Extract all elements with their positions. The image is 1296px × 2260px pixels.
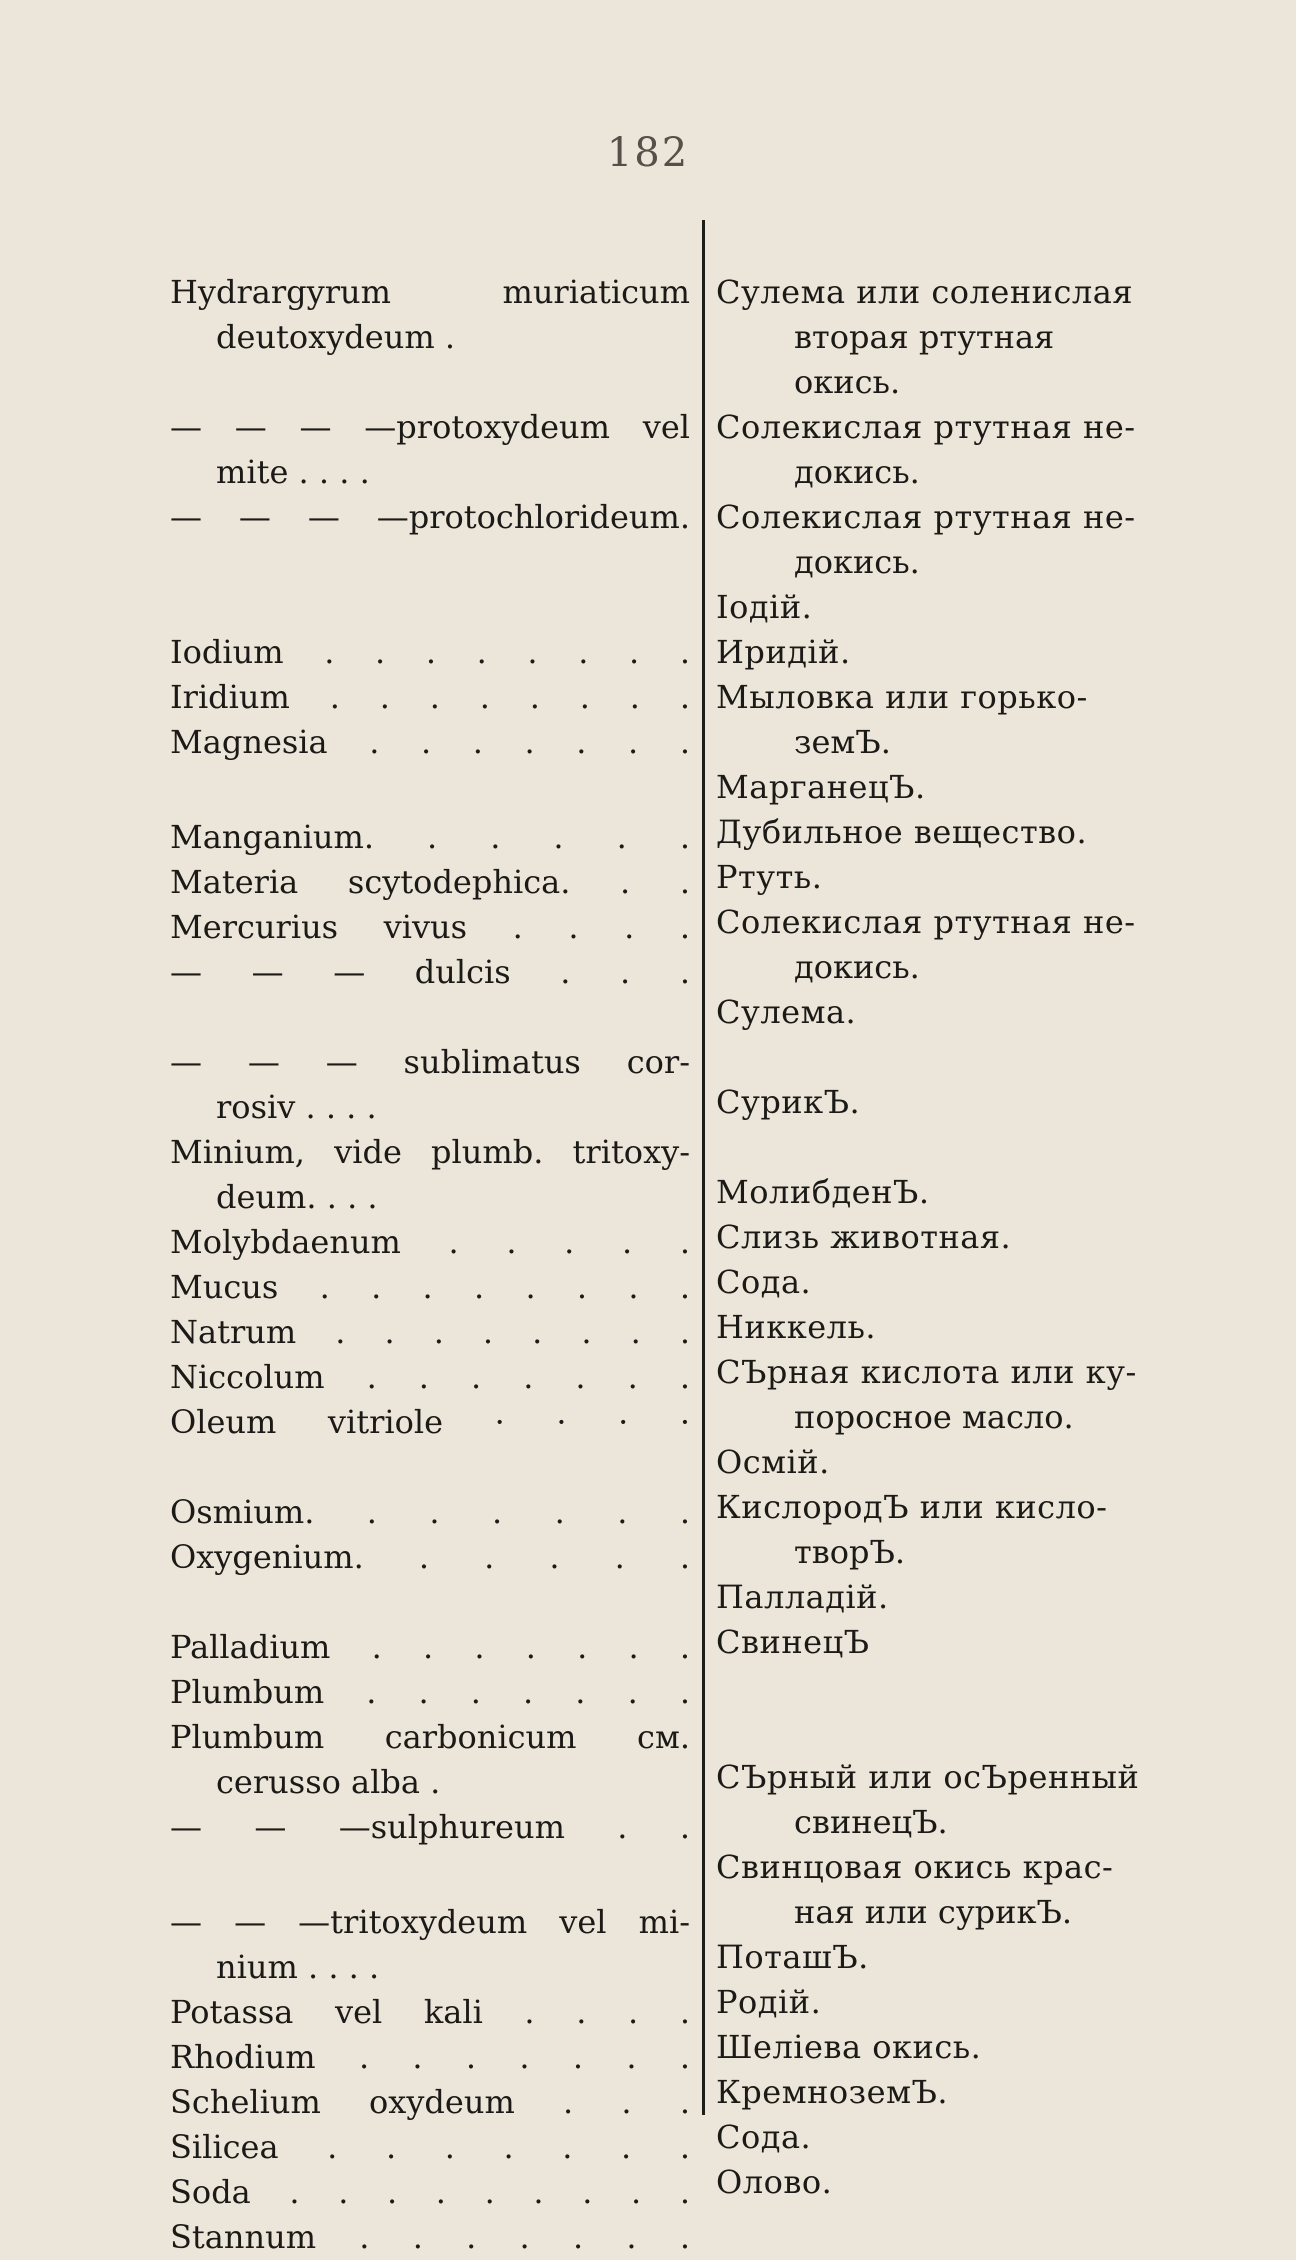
latin-entry xyxy=(170,2170,690,2215)
russian-entry xyxy=(716,990,1236,1080)
latin-entry xyxy=(170,815,690,860)
russian-term: Осмій. xyxy=(716,1443,830,1481)
latin-entry xyxy=(170,1535,690,1625)
latin-term: — — — dulcis . . . xyxy=(170,953,690,991)
russian-term-cont: окись. xyxy=(794,363,901,401)
latin-term: Plumbum . . . . . . . xyxy=(170,1673,690,1711)
latin-entry xyxy=(170,1265,690,1310)
russian-term-cont: поросное масло. xyxy=(794,1398,1074,1436)
russian-term: Палладій. xyxy=(716,1578,889,1616)
latin-entry xyxy=(170,905,690,950)
latin-term: Soda . . . . . . . . . xyxy=(170,2173,690,2211)
russian-entry xyxy=(716,1215,1236,1260)
latin-term: Potassa vel kali . . . . xyxy=(170,1993,690,2031)
latin-term: Stannum . . . . . . . xyxy=(170,2218,690,2256)
latin-term: — — — sublimatus cor- xyxy=(170,1043,690,1081)
latin-term: Molybdaenum . . . . . xyxy=(170,1223,690,1261)
russian-entry xyxy=(716,630,1236,675)
russian-term: Олово. xyxy=(716,2163,833,2201)
latin-entry xyxy=(170,1220,690,1265)
latin-term: Iodium . . . . . . . . xyxy=(170,633,690,671)
page-number: 182 xyxy=(606,130,690,176)
latin-term: Oxygenium. . . . . . xyxy=(170,1538,690,1576)
russian-term-cont: докись. xyxy=(794,453,920,491)
latin-entry xyxy=(170,1900,690,1990)
russian-term: Іодій. xyxy=(716,588,813,626)
russian-entry xyxy=(716,1485,1236,1575)
russian-entry xyxy=(716,1575,1236,1620)
russian-entry xyxy=(716,1350,1236,1440)
russian-column xyxy=(716,270,1236,2205)
russian-term: КислородЪ или кисло- xyxy=(716,1488,1108,1526)
latin-entry xyxy=(170,1715,690,1805)
russian-entry xyxy=(716,1980,1236,2025)
latin-entry xyxy=(170,1310,690,1355)
russian-term: КремноземЪ. xyxy=(716,2073,949,2111)
russian-entry xyxy=(716,495,1236,585)
russian-term-cont: земЪ. xyxy=(794,723,891,761)
russian-term: СвинецЪ xyxy=(716,1623,870,1661)
latin-entry xyxy=(170,950,690,1040)
russian-entry xyxy=(716,900,1236,990)
latin-entry xyxy=(170,405,690,495)
latin-term: — — — —protochlorideum. xyxy=(170,498,690,536)
russian-term-cont: ная или сурикЪ. xyxy=(794,1893,1073,1931)
latin-term: Silicea . . . . . . . xyxy=(170,2128,690,2166)
russian-entry xyxy=(716,585,1236,630)
latin-entry xyxy=(170,1805,690,1900)
latin-entry xyxy=(170,675,690,720)
latin-term-cont: cerusso alba . xyxy=(216,1763,441,1801)
russian-entry xyxy=(716,1080,1236,1170)
latin-entry xyxy=(170,630,690,675)
latin-term: Manganium. . . . . . xyxy=(170,818,690,856)
russian-term: Дубильное вещество. xyxy=(716,813,1088,851)
latin-entry xyxy=(170,1625,690,1670)
russian-entry xyxy=(716,2160,1236,2205)
latin-entry xyxy=(170,1490,690,1535)
russian-term: Сулема. xyxy=(716,993,857,1031)
russian-term: Солекислая ртутная не- xyxy=(716,408,1136,446)
latin-entry xyxy=(170,1355,690,1400)
russian-term-cont: творЪ. xyxy=(794,1533,906,1571)
russian-entry xyxy=(716,1620,1236,1755)
russian-entry xyxy=(716,1440,1236,1485)
latin-term-cont: deum. . . . xyxy=(216,1178,378,1216)
russian-term: Слизь животная. xyxy=(716,1218,1012,1256)
russian-term-cont: докись. xyxy=(794,948,920,986)
russian-term: Солекислая ртутная не- xyxy=(716,498,1136,536)
latin-entry xyxy=(170,2035,690,2080)
russian-entry xyxy=(716,1755,1236,1845)
latin-term: Osmium. . . . . . . xyxy=(170,1493,690,1531)
latin-entry xyxy=(170,270,690,405)
russian-entry xyxy=(716,2115,1236,2160)
russian-term: Сулема или соленислая xyxy=(716,273,1133,311)
russian-term: МарганецЪ. xyxy=(716,768,926,806)
russian-term-cont: вторая ртутная xyxy=(794,318,1055,356)
latin-entry xyxy=(170,720,690,815)
latin-term: Natrum . . . . . . . . xyxy=(170,1313,690,1351)
russian-entry xyxy=(716,855,1236,900)
russian-entry xyxy=(716,1305,1236,1350)
latin-entry xyxy=(170,2080,690,2125)
latin-term: — — —tritoxydeum vel mi- xyxy=(170,1903,690,1941)
russian-entry xyxy=(716,1170,1236,1215)
russian-term: Сода. xyxy=(716,1263,812,1301)
russian-entry xyxy=(716,675,1236,765)
latin-column xyxy=(170,270,690,2260)
russian-term: Родій. xyxy=(716,1983,822,2021)
russian-term: Сода. xyxy=(716,2118,812,2156)
latin-entry xyxy=(170,1040,690,1130)
latin-term: Plumbum carbonicum см. xyxy=(170,1718,690,1756)
russian-term: МолибденЪ. xyxy=(716,1173,930,1211)
latin-term: — — —sulphureum . . xyxy=(170,1808,690,1846)
russian-term: Солекислая ртутная не- xyxy=(716,903,1136,941)
russian-entry xyxy=(716,1260,1236,1305)
latin-entry xyxy=(170,1990,690,2035)
latin-term: Materia scytodephica. . . xyxy=(170,863,690,901)
column-divider xyxy=(702,220,705,2115)
latin-entry xyxy=(170,495,690,630)
russian-term-cont: докись. xyxy=(794,543,920,581)
russian-term: СЪрный или осЪренный xyxy=(716,1758,1140,1796)
russian-entry xyxy=(716,1845,1236,1935)
russian-entry xyxy=(716,765,1236,810)
latin-term: Mercurius vivus . . . . xyxy=(170,908,690,946)
latin-term: Niccolum . . . . . . . xyxy=(170,1358,690,1396)
russian-term: Иридій. xyxy=(716,633,851,671)
russian-term-cont: свинецЪ. xyxy=(794,1803,948,1841)
russian-entry xyxy=(716,1935,1236,1980)
russian-term: ПоташЪ. xyxy=(716,1938,869,1976)
latin-entry xyxy=(170,2125,690,2170)
latin-term-cont: nium . . . . xyxy=(216,1948,380,1986)
russian-entry xyxy=(716,810,1236,855)
latin-entry xyxy=(170,1400,690,1490)
russian-term: Мыловка или горько- xyxy=(716,678,1088,716)
latin-term: — — — —protoxydeum vel xyxy=(170,408,690,446)
latin-term: Rhodium . . . . . . . xyxy=(170,2038,690,2076)
russian-term: Ртуть. xyxy=(716,858,823,896)
latin-term: Palladium . . . . . . . xyxy=(170,1628,690,1666)
latin-entry xyxy=(170,1670,690,1715)
russian-term: Свинцовая окись крас- xyxy=(716,1848,1114,1886)
russian-term: Никкель. xyxy=(716,1308,877,1346)
russian-entry xyxy=(716,270,1236,405)
latin-term: Iridium . . . . . . . . xyxy=(170,678,690,716)
russian-term: СурикЪ. xyxy=(716,1083,861,1121)
latin-entry xyxy=(170,2215,690,2260)
latin-term: Hydrargyrum muriaticum xyxy=(170,273,690,311)
latin-term: Minium, vide plumb. tritoxy- xyxy=(170,1133,690,1171)
latin-term: Magnesia . . . . . . . xyxy=(170,723,690,761)
latin-term-cont: rosiv . . . . xyxy=(216,1088,377,1126)
latin-term: Oleum vitriole · · · · xyxy=(170,1403,690,1441)
latin-entry xyxy=(170,1130,690,1220)
russian-entry xyxy=(716,2070,1236,2115)
russian-term: СЪрная кислота или ку- xyxy=(716,1353,1137,1391)
russian-entry xyxy=(716,405,1236,495)
latin-term-cont: deutoxydeum . xyxy=(216,318,455,356)
latin-entry xyxy=(170,860,690,905)
latin-term: Mucus . . . . . . . . xyxy=(170,1268,690,1306)
latin-term: Schelium oxydeum . . . xyxy=(170,2083,690,2121)
russian-entry xyxy=(716,2025,1236,2070)
russian-term: Шеліева окись. xyxy=(716,2028,982,2066)
latin-term-cont: mite . . . . xyxy=(216,453,370,491)
